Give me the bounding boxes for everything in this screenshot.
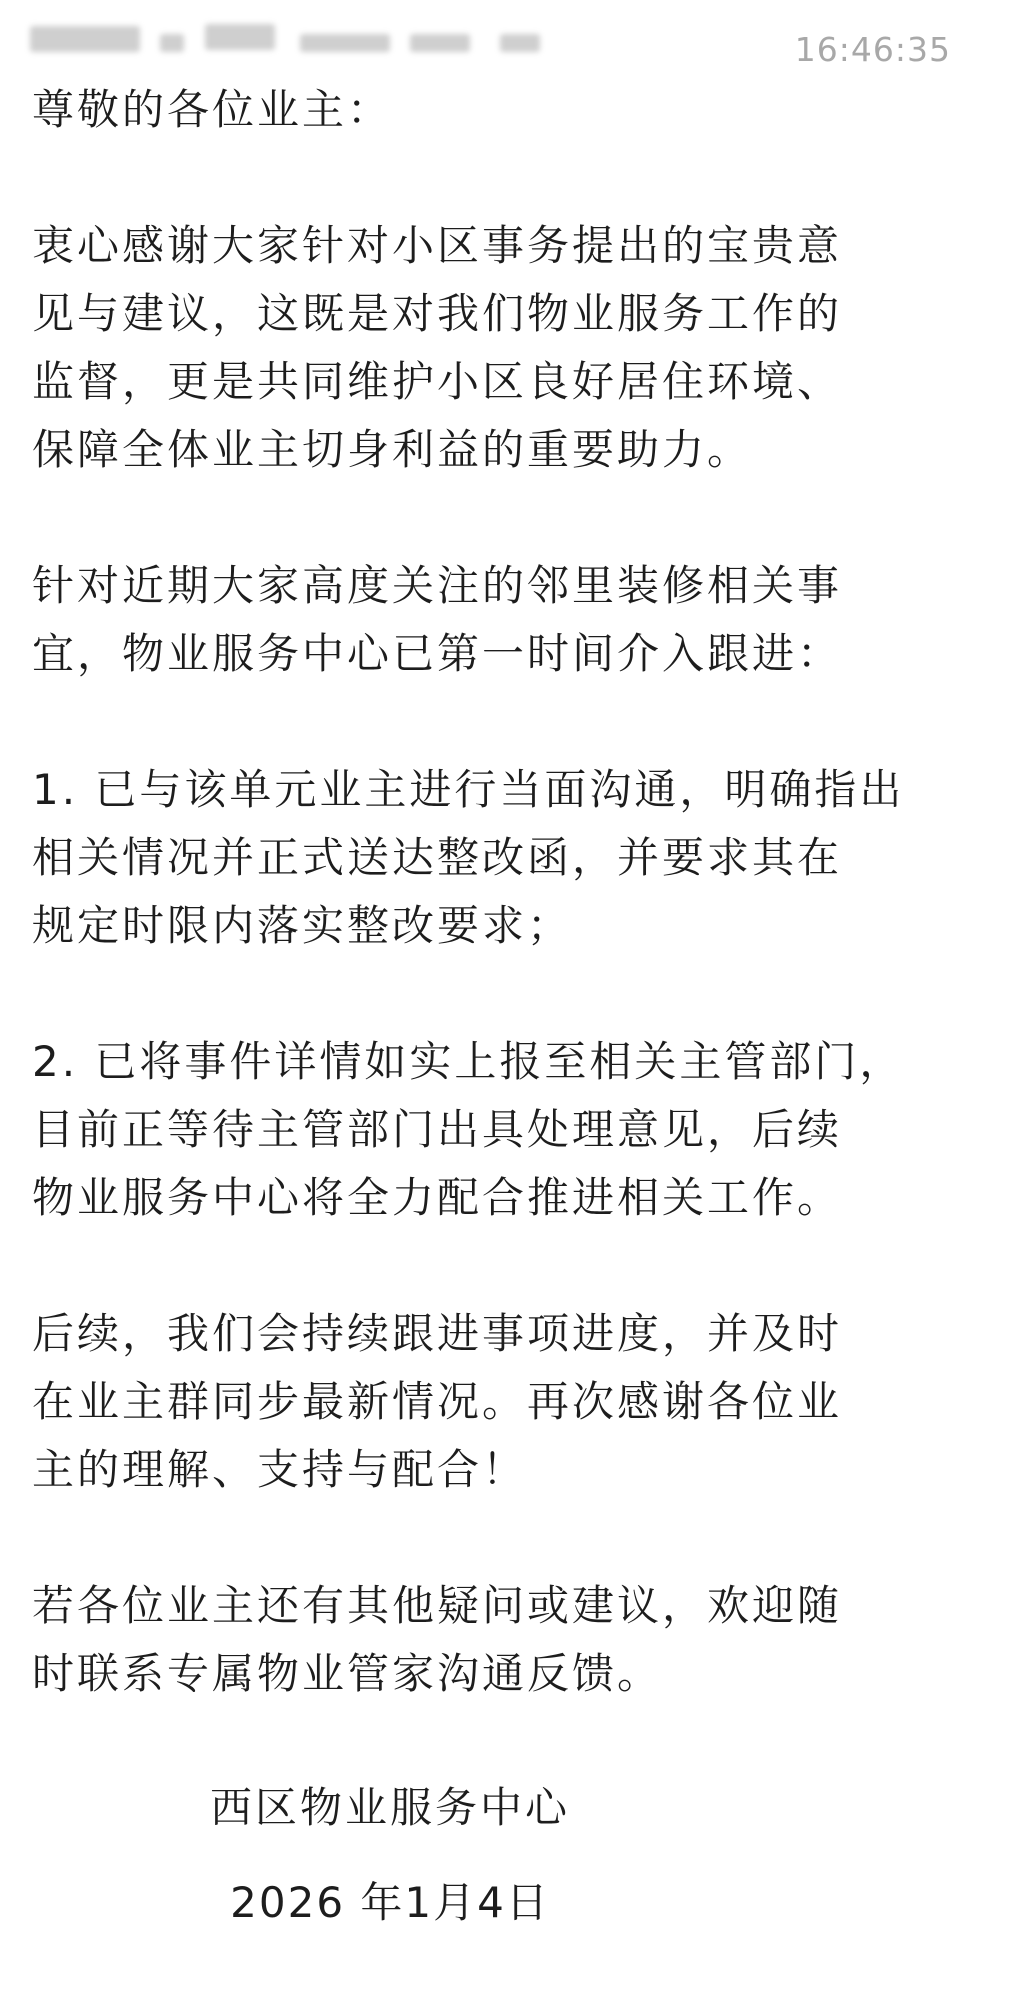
text-line: 在业主群同步最新情况。再次感谢各位业 [32,1377,843,1426]
paragraph-item-1 [32,756,982,960]
message-timestamp: 16:46:35 [794,30,951,69]
text-line: 针对近期大家高度关注的邻里装修相关事 [32,561,843,610]
text-line: 监督，更是共同维护小区良好居住环境、 [32,357,843,406]
signature-name: 西区物业服务中心 [209,1783,570,1832]
paragraph-followup [32,1300,982,1504]
text-line: 时联系专属物业管家沟通反馈。 [32,1649,663,1698]
paragraph-contact [32,1572,982,1708]
paragraph-item-2 [32,1028,982,1232]
text-line: 衷心感谢大家针对小区事务提出的宝贵意 [32,221,843,270]
text-line: 规定时限内落实整改要求； [32,901,573,950]
text-line: 2. 已将事件详情如实上报至相关主管部门， [32,1037,905,1086]
text-line: 若各位业主还有其他疑问或建议，欢迎随 [32,1581,843,1630]
text-line: 相关情况并正式送达整改函，并要求其在 [32,833,843,882]
text-line: 保障全体业主切身利益的重要助力。 [32,425,753,474]
text-line: 见与建议，这既是对我们物业服务工作的 [32,289,843,338]
paragraph-thanks [32,212,982,484]
text-line: 主的理解、支持与配合！ [32,1445,528,1494]
text-line: 目前正等待主管部门出具处理意见，后续 [32,1105,843,1154]
text-line: 1. 已与该单元业主进行当面沟通，明确指出 [32,765,905,814]
message-body [32,76,982,1708]
text-line: 宜，物业服务中心已第一时间介入跟进： [32,629,843,678]
text-line: 后续，我们会持续跟进事项进度，并及时 [32,1309,843,1358]
greeting: 尊敬的各位业主： [32,85,393,134]
signature-date: 2026 年1月4日 [230,1878,550,1927]
paragraph-intro [32,552,982,688]
text-line: 物业服务中心将全力配合推进相关工作。 [32,1173,843,1222]
